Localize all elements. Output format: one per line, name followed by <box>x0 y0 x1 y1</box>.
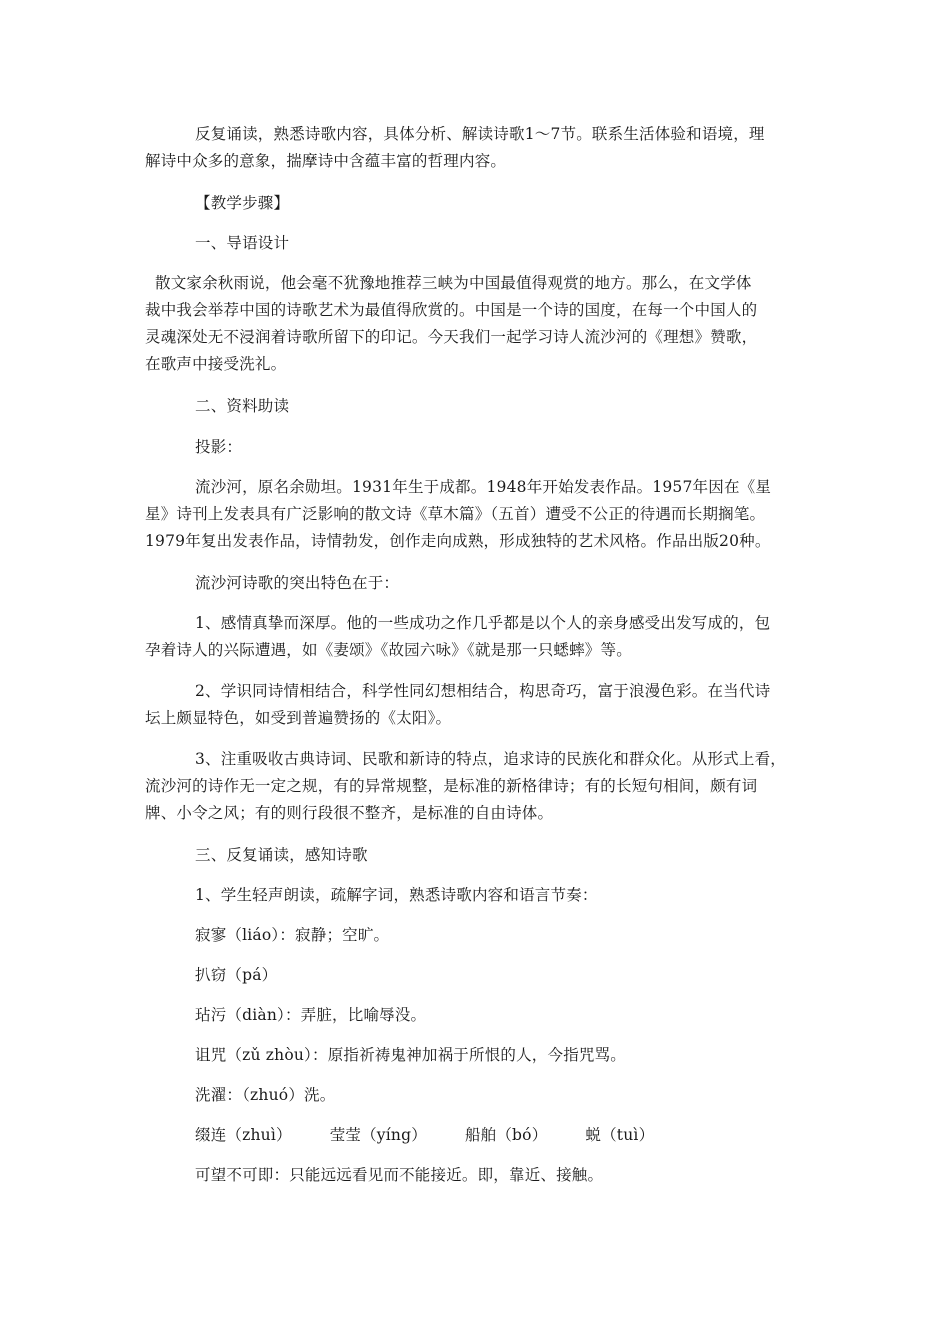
vocab-item: 船舶（bó） <box>464 1126 548 1144</box>
vocab-entry: 寂寥（liáo）：寂静；空旷。 <box>195 926 390 944</box>
paragraph-line: 坛上颇显特色，如受到普遍赞扬的《太阳》。 <box>145 709 452 727</box>
section-heading: 【教学步骤】 <box>195 194 290 212</box>
paragraph-line: 1979年复出发表作品，诗情勃发，创作走向成熟，形成独特的艺术风格。作品出版20种。 <box>145 532 771 550</box>
vocab-entry: 洗濯：（zhuó）洗。 <box>195 1086 336 1104</box>
paragraph-line: 解诗中众多的意象，揣摩诗中含蕴丰富的哲理内容。 <box>145 152 507 170</box>
section-heading: 二、资料助读 <box>195 397 290 415</box>
paragraph-line: 流沙河，原名余勋坦。1931年生于成都。1948年开始发表作品。1957年因在《星 <box>195 478 772 496</box>
paragraph-line: 流沙河诗歌的突出特色在于： <box>195 574 400 592</box>
paragraph-line: 灵魂深处无不浸润着诗歌所留下的印记。今天我们一起学习诗人流沙河的《理想》赞歌， <box>145 328 758 346</box>
paragraph-line: 流沙河的诗作无一定之规，有的异常规整，是标准的新格律诗；有的长短句相间，颇有词 <box>145 777 758 795</box>
paragraph-line: 投影： <box>195 438 243 456</box>
paragraph-line: 孕着诗人的兴际遭遇，如《妻颂》《故园六咏》《就是那一只蟋蟀》等。 <box>145 641 632 659</box>
paragraph-line: 1、学生轻声朗读，疏解字词，熟悉诗歌内容和语言节奏： <box>195 886 598 904</box>
vocab-item: 莹莹（yíng） <box>329 1126 427 1144</box>
paragraph-line: 裁中我会举荐中国的诗歌艺术为最值得欣赏的。中国是一个诗的国度，在每一个中国人的 <box>145 301 758 319</box>
vocab-entry: 玷污（diàn）：弄脏，比喻辱没。 <box>195 1006 427 1024</box>
section-heading: 三、反复诵读，感知诗歌 <box>195 846 368 864</box>
paragraph-line: 反复诵读，熟悉诗歌内容，具体分析、解读诗歌1～7节。联系生活体验和语境，理 <box>195 125 765 143</box>
vocab-item: 缀连（zhuì） <box>195 1126 292 1144</box>
paragraph-line: 散文家余秋雨说，他会毫不犹豫地推荐三峡为中国最值得观赏的地方。那么，在文学体 <box>155 274 752 292</box>
vocab-row <box>195 1125 654 1145</box>
paragraph-line: 3、注重吸收古典诗词、民歌和新诗的特点，追求诗的民族化和群众化。从形式上看， <box>195 750 786 768</box>
section-heading: 一、导语设计 <box>195 234 290 252</box>
paragraph-line: 牌、小令之风；有的则行段很不整齐，是标准的自由诗体。 <box>145 804 554 822</box>
paragraph-line: 1、感情真挚而深厚。他的一些成功之作几乎都是以个人的亲身感受出发写成的，包 <box>195 614 771 632</box>
vocab-item: 蜕（tuì） <box>585 1126 655 1144</box>
paragraph-line: 星》诗刊上发表具有广泛影响的散文诗《草木篇》（五首）遭受不公正的待遇而长期搁笔。 <box>145 505 766 523</box>
paragraph-line: 2、学识同诗情相结合，科学性同幻想相结合，构思奇巧，富于浪漫色彩。在当代诗 <box>195 682 771 700</box>
vocab-entry: 扒窃（pá） <box>195 966 278 984</box>
vocab-entry: 诅咒（zǔ zhòu）：原指祈祷鬼神加祸于所恨的人，今指咒骂。 <box>195 1046 626 1064</box>
paragraph-line: 在歌声中接受洗礼。 <box>145 355 287 373</box>
vocab-entry: 可望不可即：只能远远看见而不能接近。即，靠近、接触。 <box>195 1166 604 1184</box>
